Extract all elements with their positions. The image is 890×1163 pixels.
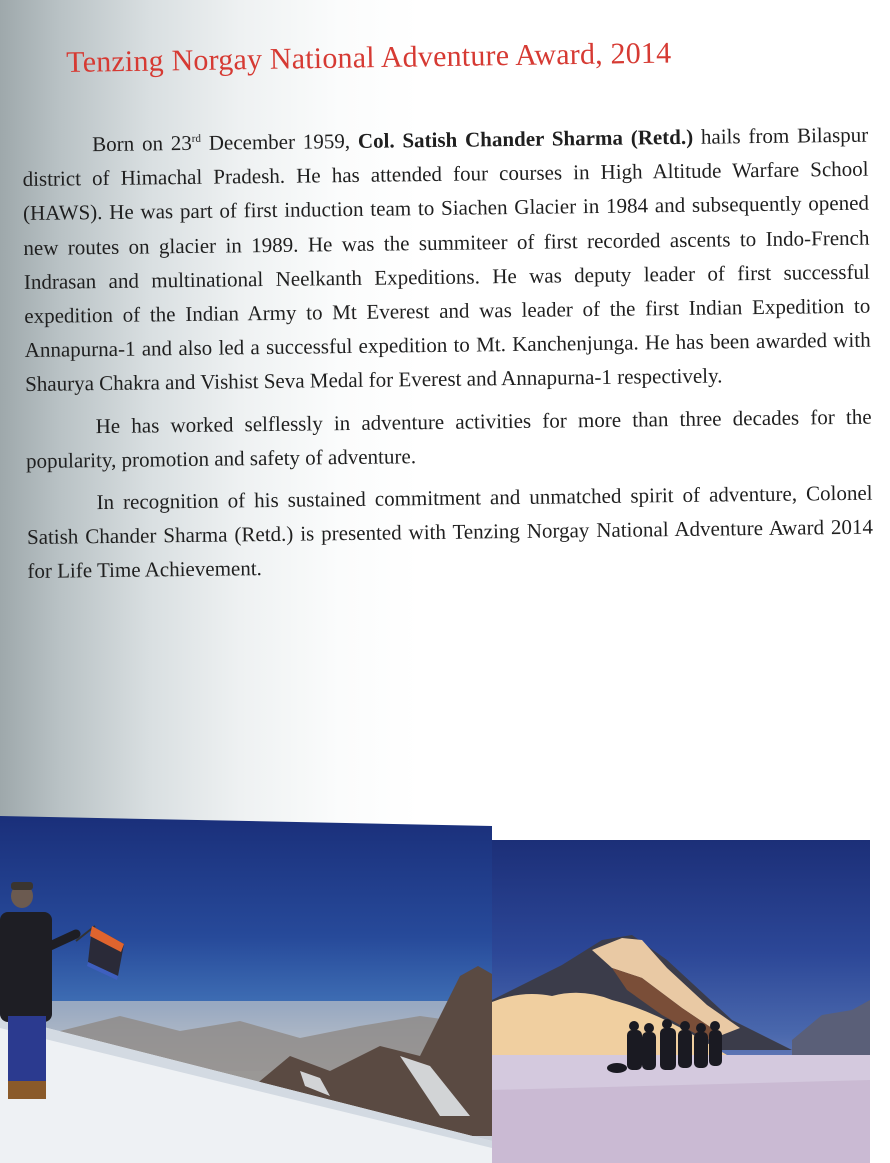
paragraph-recognition: In recognition of his sustained commitment and unmatched spirit of adventure, Colonel Satish Chander Sharma (Retd.) is presented with Tenzing Norgay National Adventure Award 2014 for Life Time Achievement. bbox=[26, 480, 874, 584]
photo-strip bbox=[0, 814, 890, 1163]
bio-lead: Born on 23 bbox=[92, 130, 192, 157]
summit-scene-illustration bbox=[0, 816, 492, 1163]
awardee-name: Col. Satish Chander Sharma (Retd.) bbox=[357, 124, 694, 153]
glacier-scene-illustration bbox=[492, 840, 870, 1163]
ordinal-suffix: rd bbox=[191, 132, 201, 145]
paragraph-biography bbox=[22, 118, 871, 402]
bio-rest: hails from Bilaspur district of Himachal Pradesh. He has attended four courses in High Altitude Warfare School (HAWS). He was part of first induction team to Siachen Glacier in 1984 and subsequently opened new routes on glacier in 1989. He was the summiteer of first recorded ascents to Indo-French Indrasan and multinational Neelkanth Expeditions. He was deputy leader of first successful expedition of the Indian Army to Mt Everest and was leader of the first Indian Expedition to Annapurna-1 and also led a successful expedition to Mt. Kanchenjunga. He has been awarded with Shaurya Chakra and Vishist Seva Medal for Everest and Annapurna-1 respectively. bbox=[22, 122, 871, 397]
glacier-shadow bbox=[492, 1080, 870, 1163]
paragraph-service: He has worked selflessly in adventure activities for more than three decades for the popularity, promotion and safety of adventure. bbox=[25, 404, 872, 473]
biography-text bbox=[22, 118, 874, 597]
flag bbox=[76, 926, 124, 980]
bio-date: December 1959, bbox=[200, 128, 359, 155]
photo-climber-summit bbox=[0, 816, 492, 1163]
page-title: Tenzing Norgay National Adventure Award, 2014 bbox=[66, 36, 672, 80]
photo-expedition-team bbox=[492, 840, 870, 1163]
